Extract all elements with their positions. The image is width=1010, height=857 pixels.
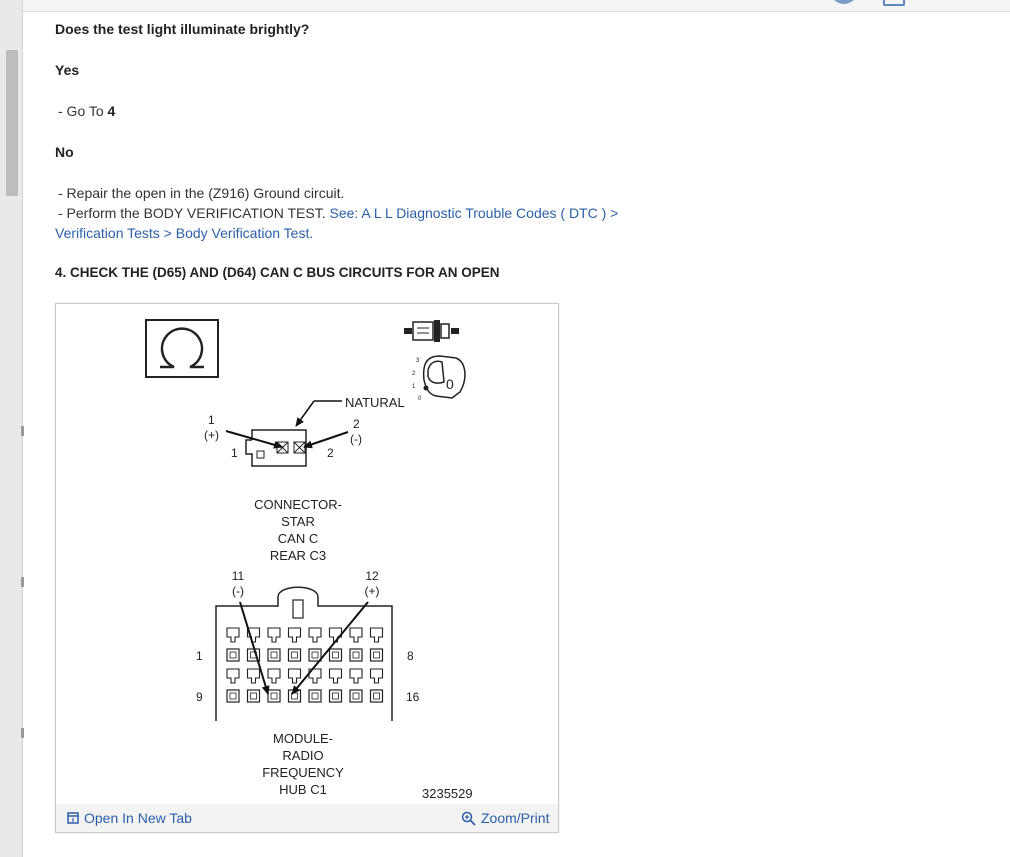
section-heading: 4. CHECK THE (D65) AND (D64) CAN C BUS CIRCUITS FOR AN OPEN [55,265,500,280]
module-label-1: MODULE- [273,731,333,746]
ignition-switch-icon [404,320,465,402]
ohmmeter-icon [146,320,218,377]
connector-pin2-number: 2 [327,446,334,460]
pin-terminal [333,652,339,658]
open-new-tab-button[interactable] [67,810,192,826]
row-start-9: 9 [196,690,203,704]
verification-test-link[interactable]: See: A L L Diagnostic Trouble Codes ( DTC ) > [329,205,619,221]
pin11-polarity: (-) [232,584,244,598]
pin1-label: 1 [208,413,215,427]
module-label-4: HUB C1 [279,782,327,797]
yes-step-prefix: - Go To [58,103,104,119]
gutter-marker [21,577,24,587]
module-label-3: FREQUENCY [262,765,344,780]
scrollbar-thumb[interactable] [6,50,18,196]
pin-terminal [230,693,236,699]
no-step-2 [58,205,618,221]
row-end-16: 16 [406,690,420,704]
document-icon[interactable] [883,0,905,6]
yes-step [58,103,115,119]
gutter-marker [21,728,24,738]
connector-label-3: CAN C [277,531,319,546]
gutter-marker [21,426,24,436]
ign-key-label: 0 [446,376,454,392]
row-end-8: 8 [407,649,414,663]
figure-footer [56,804,558,832]
connector-label-4: REAR C3 [269,548,327,563]
pin11-label: 11 [231,569,245,583]
open-new-tab-icon [67,812,79,824]
top-toolbar [23,0,1010,12]
question-text: Does the test light illuminate brightly? [55,21,310,37]
pin-terminal [251,693,257,699]
yes-label: Yes [55,62,80,78]
pin-terminal [312,693,318,699]
pin-terminal [374,652,380,658]
pin12-label: 12 [365,569,379,583]
pin-terminal [271,693,277,699]
yes-step-number: 4 [107,103,116,119]
pin-terminal [333,693,339,699]
pin-terminal [312,652,318,658]
pin-terminal [292,652,298,658]
row-start-1: 1 [196,649,203,663]
ign-pos-2: 2 [412,371,416,377]
connector-pin1-number: 1 [231,446,238,460]
natural-label: NATURAL [345,395,405,410]
pin1-polarity: (+) [204,428,219,442]
pin-terminal [353,652,359,658]
avatar[interactable] [830,0,858,4]
pin2-polarity: (-) [350,432,362,446]
open-new-tab-label: Open In New Tab [84,810,192,826]
pin-terminal [374,693,380,699]
wiring-figure [55,303,559,833]
ign-pos-3: 3 [416,358,420,364]
no-step-2-text: - Perform the BODY VERIFICATION TEST. [58,205,326,221]
verification-test-link-cont[interactable]: Verification Tests > Body Verification Test. [55,225,314,241]
no-label: No [55,144,74,160]
ign-pos-0: 0 [418,396,422,402]
zoom-print-label: Zoom/Print [481,810,550,826]
pin-terminal [353,693,359,699]
ign-pos-1: 1 [412,384,416,390]
star-connector [246,430,306,466]
no-step-2-continued [55,225,313,241]
figure-id: 3235529 [422,786,473,801]
left-gutter [0,0,23,857]
zoom-print-button[interactable] [461,810,549,826]
no-step-1: - Repair the open in the (Z916) Ground circuit. [58,185,345,201]
pin-terminal [271,652,277,658]
pin-terminal [230,652,236,658]
wiring-diagram [56,304,558,804]
zoom-in-icon [461,811,476,826]
module-label-2: RADIO [282,748,324,763]
pin12-polarity: (+) [364,584,380,598]
pin2-label: 2 [353,417,360,431]
connector-label-1: CONNECTOR- [254,497,342,512]
connector-label-2: STAR [281,514,315,529]
